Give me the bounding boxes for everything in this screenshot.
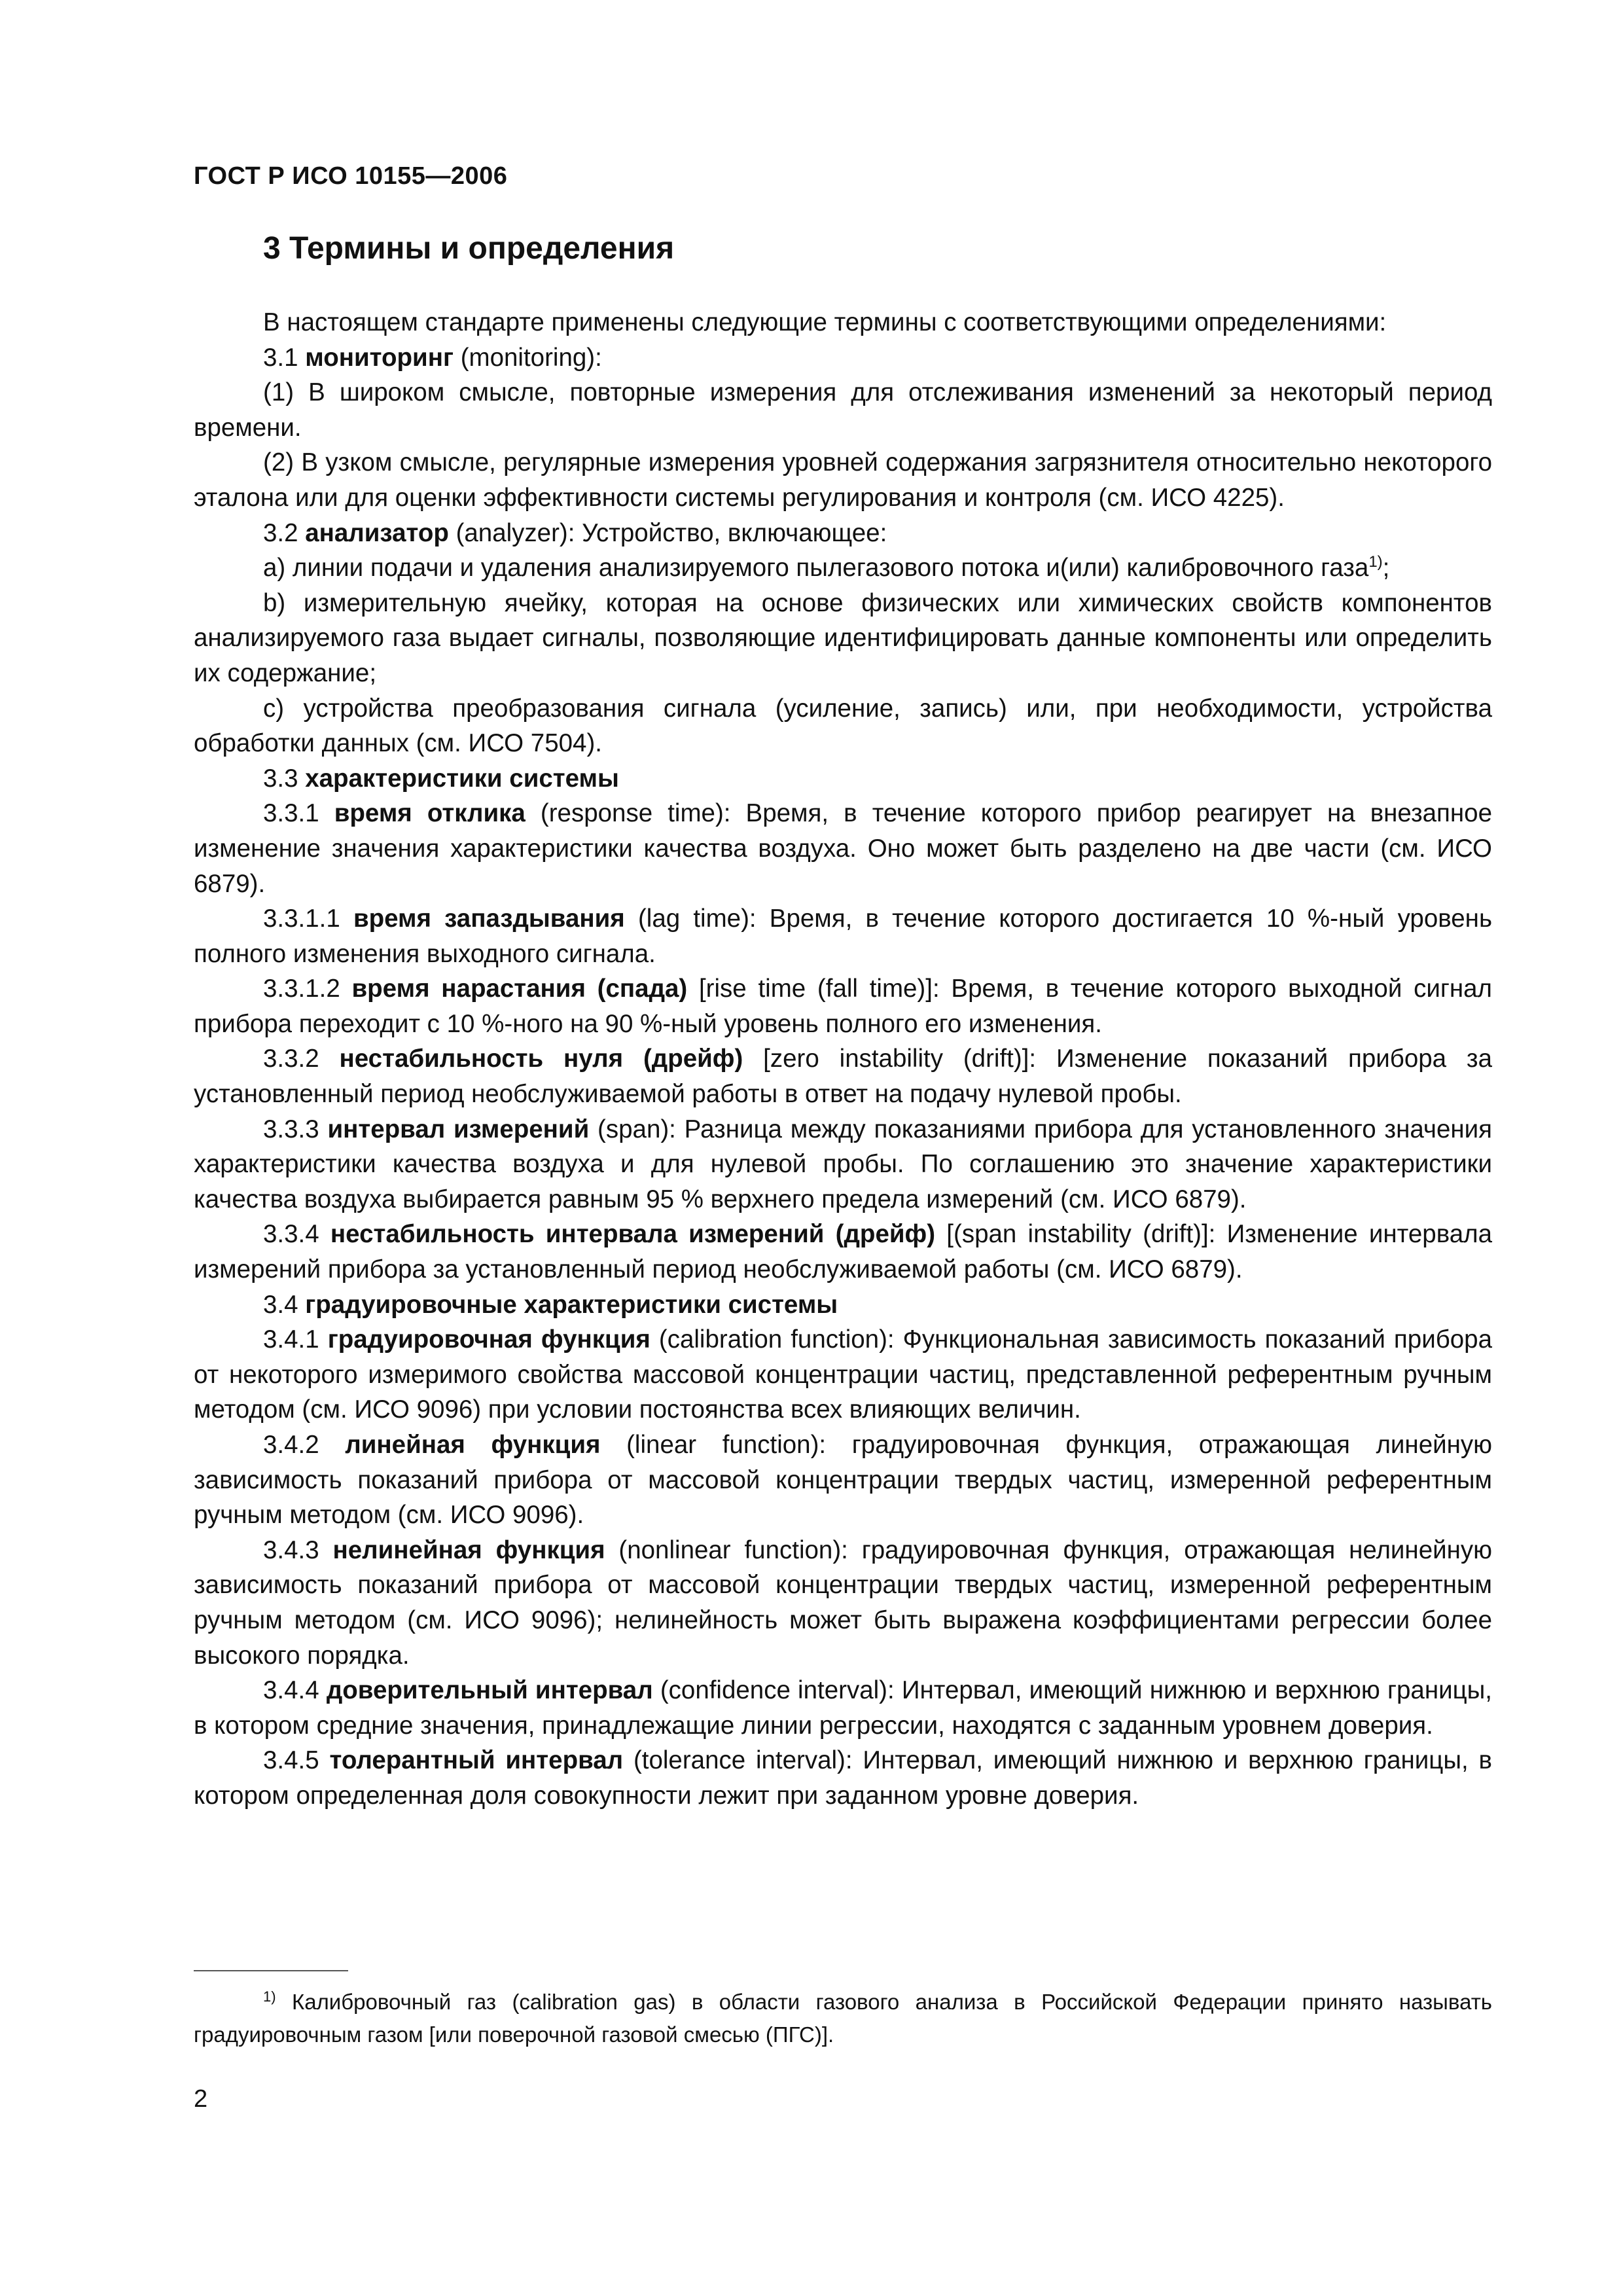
item-tail: ; — [1382, 554, 1390, 583]
footnote-text-paragraph — [194, 1986, 1492, 2051]
term-definition: (confidence interval): Интервал, имеющий нижнюю и верхнюю границы, в котором средние значения, принадлежащие линии регрессии, находятся с заданным уровнем доверия. — [194, 1676, 1493, 1740]
term-number: 3.1 — [263, 343, 298, 372]
term-3-2 — [194, 516, 1492, 551]
term-definition: (response time): Время, в течение которого прибор реагирует на внезапное изменение значения характеристики качества воздуха. Оно может быть разделено на две части (см. ИСО 6879). — [194, 799, 1492, 898]
term-definition: (analyzer): Устройство, включающее: — [448, 518, 887, 547]
term-definition: (calibration function): Функциональная зависимость показаний прибора от некоторого измеримого свойства массовой концентрации частиц, представленной референтным ручным методом (см. ИСО 9096) при условии постоянства всех влияющих величин. — [194, 1325, 1492, 1424]
footnote-text: Калибровочный газ (calibration gas) в области газового анализа в Российской Федерации принято называть градуировочным газом [или поверочной газовой смесью (ПГС)]. — [194, 1990, 1492, 2047]
term-3-3-1-2 — [194, 971, 1492, 1041]
term-name: нелинейная функция — [332, 1535, 605, 1564]
term-3-4-2 — [194, 1427, 1492, 1533]
term-name: время запаздывания — [353, 905, 625, 933]
term-name: время отклика — [334, 799, 526, 828]
term-3-1-item-1: (1) В широком смысле, повторные измерения для отслеживания изменений за некоторый период времени. — [194, 378, 1492, 442]
standard-header: ГОСТ Р ИСО 10155—2006 — [194, 162, 508, 190]
section-title: 3 Термины и определения — [263, 231, 675, 266]
term-name: доверительный интервал — [326, 1676, 653, 1705]
term-3-1 — [194, 340, 1492, 376]
term-3-1-item-2: (2) В узком смысле, регулярные измерения уровней содержания загрязнителя относительно некоторого эталона или для оценки эффективности системы регулирования и контроля (см. ИСО 4225). — [194, 448, 1492, 512]
term-3-2-item-a — [194, 550, 1492, 586]
intro-paragraph: В настоящем стандарте применены следующие термины с соответствующими определениями: — [263, 308, 1387, 336]
term-3-4-4 — [194, 1673, 1492, 1743]
term-number: 3.3 — [263, 764, 298, 793]
term-definition: (nonlinear function): градуировочная функция, отражающая нелинейную зависимость показаний прибора от массовой концентрации твердых частиц, измеренной референтным ручным методом (см. ИСО 9096); нелинейность может быть выражена коэффициентами регрессии более высокого порядка. — [194, 1535, 1492, 1670]
term-3-3-1-1 — [194, 901, 1492, 971]
page-number: 2 — [194, 2085, 208, 2113]
term-name: нестабильность нуля (дрейф) — [339, 1045, 743, 1073]
term-3-3 — [194, 761, 1492, 797]
term-definition: (span): Разница между показаниями прибора для установленного значения характеристики качества воздуха и для нулевой пробы. По соглашению это значение характеристики качества воздуха выбирается равным 95 % верхнего предела измерений (см. ИСО 6879). — [194, 1115, 1492, 1213]
term-name: характеристики системы — [305, 764, 619, 793]
term-name: толерантный интервал — [329, 1746, 624, 1775]
term-3-2-item-c: с) устройства преобразования сигнала (усиление, запись) или, при необходимости, устройства обработки данных (см. ИСО 7504). — [194, 694, 1492, 758]
term-3-3-4 — [194, 1217, 1492, 1287]
term-number: 3.3.1.2 — [263, 975, 340, 1003]
term-3-4 — [194, 1287, 1492, 1323]
term-name: время нарастания (спада) — [351, 975, 688, 1003]
document-body — [194, 305, 1492, 1814]
term-definition: (linear function): градуировочная функция, отражающая линейную зависимость показаний прибора от массовой концентрации твердых частиц, измеренной референтным ручным методом (см. ИСО 9096). — [194, 1431, 1492, 1530]
term-definition: (tolerance interval): Интервал, имеющий нижнюю и верхнюю границы, в котором определенная доля совокупности лежит при заданном уровне доверия. — [194, 1746, 1492, 1810]
term-number: 3.4 — [263, 1290, 298, 1319]
footnote-reference: 1) — [1368, 553, 1383, 571]
term-number: 3.4.2 — [263, 1431, 319, 1459]
footnote — [194, 1986, 1492, 2051]
term-3-3-3 — [194, 1112, 1492, 1217]
term-definition: [rise time (fall time)]: Время, в течение которого выходной сигнал прибора переходит с 10 %-ного на 90 %-ный уровень полного его изменения. — [194, 975, 1493, 1038]
term-3-3-2 — [194, 1041, 1492, 1111]
term-number: 3.4.5 — [263, 1746, 319, 1775]
term-3-3-1 — [194, 796, 1492, 901]
term-name: градуировочные характеристики системы — [305, 1290, 838, 1319]
term-number: 3.2 — [263, 518, 298, 547]
term-number: 3.3.4 — [263, 1220, 319, 1249]
term-number: 3.3.1 — [263, 799, 319, 828]
term-name: градуировочная функция — [327, 1325, 651, 1354]
term-name: анализатор — [305, 518, 449, 547]
footnote-mark: 1) — [263, 1988, 276, 2005]
term-definition: [zero instability (drift)]: Изменение показаний прибора за установленный период необслуживаемой работы в ответ на подачу нулевой пробы. — [194, 1045, 1492, 1109]
term-definition: (lag time): Время, в течение которого достигается 10 %-ный уровень полного изменения выходного сигнала. — [194, 905, 1492, 968]
term-number: 3.3.3 — [263, 1115, 319, 1143]
term-number: 3.3.1.1 — [263, 905, 340, 933]
item-text: а) линии подачи и удаления анализируемого пылегазового потока и(или) калибровочного газа — [263, 554, 1369, 583]
term-3-4-1 — [194, 1322, 1492, 1427]
term-3-2-item-b: b) измерительную ячейку, которая на основе физических или химических свойств компонентов анализируемого газа выдает сигналы, позволяющие идентифицировать данные компоненты или определить их содержание; — [194, 588, 1492, 687]
term-name: интервал измерений — [327, 1115, 590, 1143]
term-definition: (monitoring): — [454, 343, 602, 372]
footnote-separator — [194, 1970, 348, 1971]
term-number: 3.4.3 — [263, 1535, 319, 1564]
term-number: 3.4.4 — [263, 1676, 319, 1705]
term-3-4-3 — [194, 1533, 1492, 1673]
term-number: 3.4.1 — [263, 1325, 319, 1354]
term-name: мониторинг — [305, 343, 454, 372]
term-3-4-5 — [194, 1743, 1492, 1813]
term-name: нестабильность интервала измерений (дрейф) — [330, 1220, 936, 1249]
term-name: линейная функция — [345, 1431, 601, 1459]
term-number: 3.3.2 — [263, 1045, 319, 1073]
term-definition: [(span instability (drift)]: Изменение интервала измерений прибора за установленный период необслуживаемой работы (см. ИСО 6879). — [194, 1220, 1493, 1284]
